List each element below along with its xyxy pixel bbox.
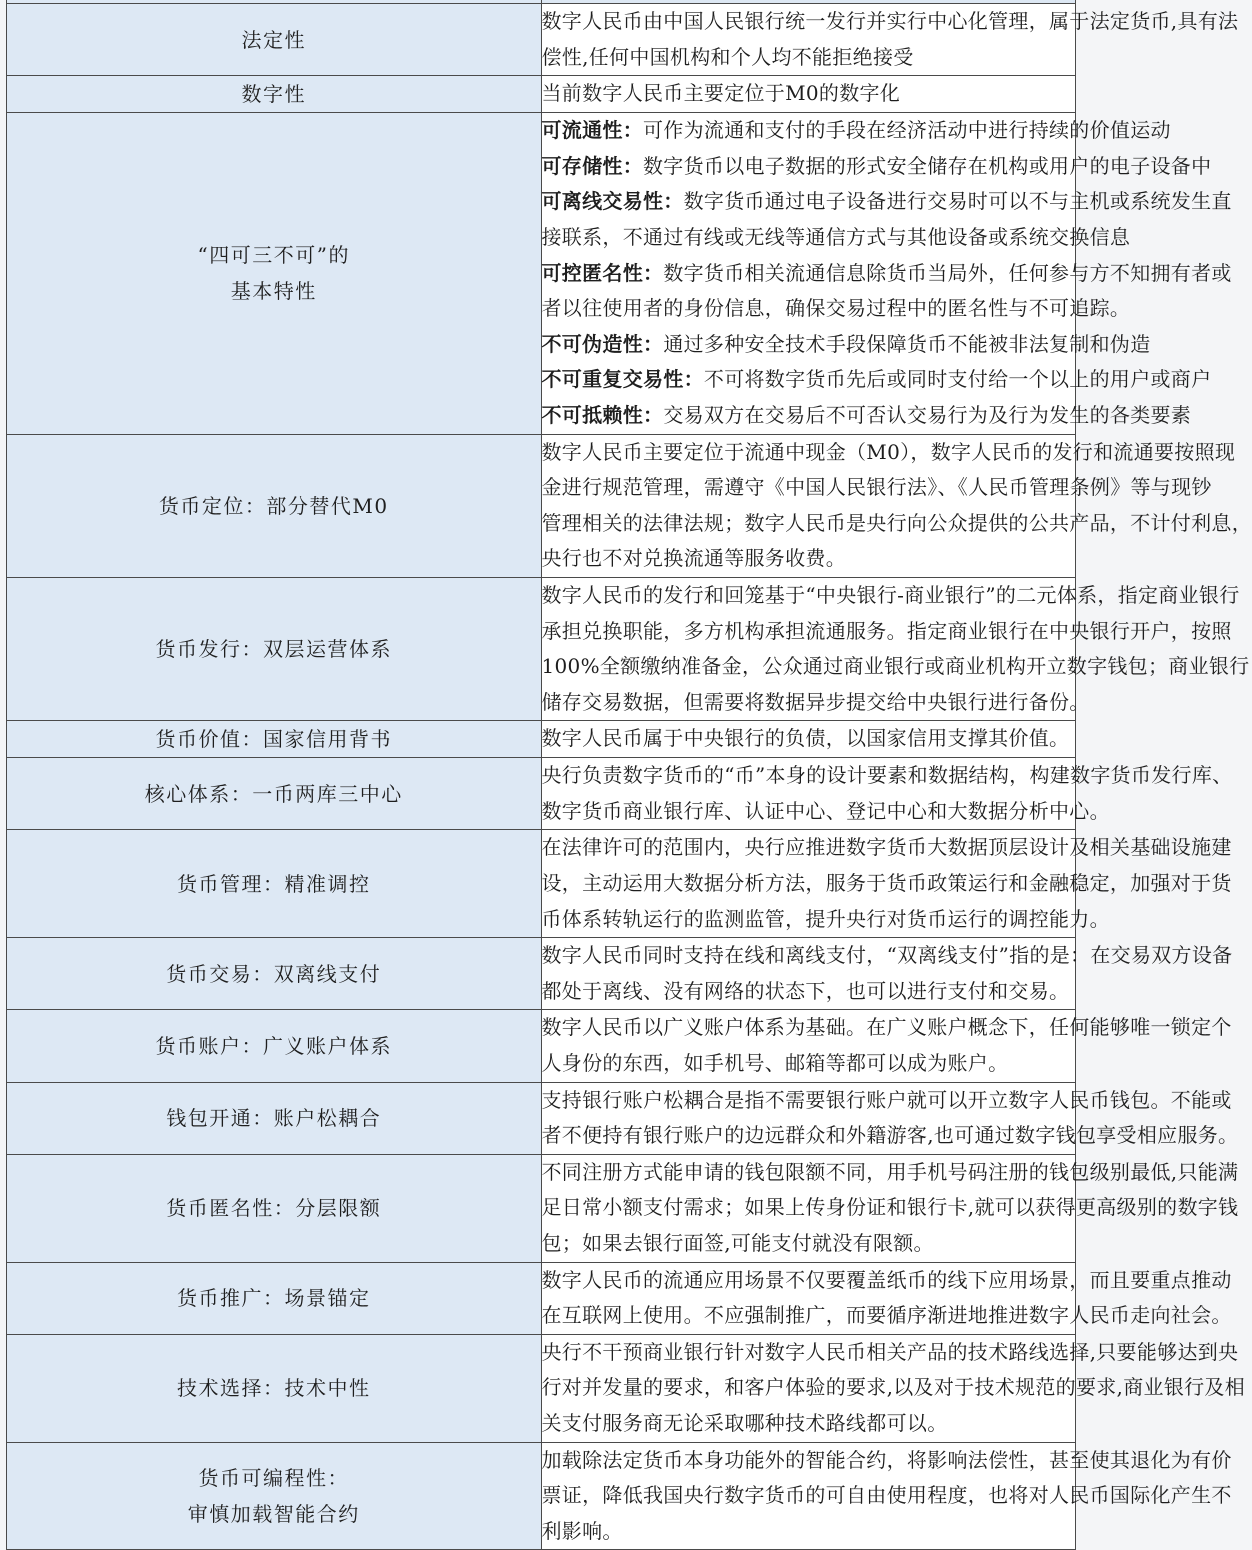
table-row <box>7 721 1076 758</box>
description-line <box>542 76 1076 112</box>
feature-name-cell <box>7 1442 542 1550</box>
description-line <box>542 758 1076 794</box>
description-line <box>542 721 1076 757</box>
description-text: 数字人民币的发行和回笼基于“中央银行-商业银行”的二元体系，指定商业银行 <box>542 583 1240 607</box>
feature-description-cell <box>541 758 1076 830</box>
feature-name-text: 数字性 <box>7 76 541 112</box>
description-text: 央行也不对兑换流通等服务收费。 <box>542 546 847 570</box>
feature-description-cell <box>541 76 1076 113</box>
description-text: 者不便持有银行账户的边远群众和外籍游客,也可通过数字钱包享受相应服务。 <box>542 1123 1239 1147</box>
table-row <box>7 938 1076 1010</box>
feature-name-text: 货币价值：国家信用背书 <box>7 721 541 757</box>
feature-name-cell <box>7 1334 542 1442</box>
feature-description-cell <box>541 1082 1076 1154</box>
bold-term: 可控匿名性： <box>542 261 664 285</box>
bold-term: 不可重复交易性： <box>542 367 704 391</box>
table-row <box>7 76 1076 113</box>
description-text: 可作为流通和支付的手段在经济活动中进行持续的价值运动 <box>643 118 1171 142</box>
description-text: 通过多种安全技术手段保障货币不能被非法复制和伪造 <box>663 332 1150 356</box>
description-text: 承担兑换职能，多方机构承担流通服务。指定商业银行在中央银行开户，按照 <box>542 619 1232 643</box>
description-text: 数字人民币属于中央银行的负债，以国家信用支撑其价值。 <box>542 726 1070 750</box>
feature-description-cell <box>541 938 1076 1010</box>
description-line <box>542 614 1076 650</box>
description-line <box>542 470 1076 506</box>
feature-description-cell <box>541 577 1076 720</box>
description-text: 数字人民币以广义账户体系为基础。在广义账户概念下，任何能够唯一锁定个 <box>542 1015 1232 1039</box>
description-text: 央行负责数字货币的“币”本身的设计要素和数据结构，构建数字货币发行库、 <box>542 763 1233 787</box>
description-text: 足日常小额支付需求；如果上传身份证和银行卡,就可以获得更高级别的数字钱 <box>542 1195 1239 1219</box>
feature-name-text: 货币匿名性：分层限额 <box>7 1190 541 1226</box>
table-row <box>7 434 1076 577</box>
description-line <box>542 1118 1076 1154</box>
description-line <box>542 1478 1076 1514</box>
description-text: 数字货币以电子数据的形式安全储存在机构或用户的电子设备中 <box>643 154 1211 178</box>
table-row <box>7 577 1076 720</box>
description-line <box>542 1046 1076 1082</box>
description-line <box>542 398 1076 434</box>
table-row <box>7 1154 1076 1262</box>
description-line <box>542 541 1076 577</box>
feature-name-cell <box>7 938 542 1010</box>
description-text: 设，主动运用大数据分析方法，服务于货币政策运行和金融稳定，加强对于货 <box>542 871 1232 895</box>
feature-name-text: 货币交易：双离线支付 <box>7 956 541 992</box>
description-text: 加载除法定货币本身功能外的智能合约，将影响法偿性，甚至使其退化为有价 <box>542 1448 1232 1472</box>
description-line <box>542 184 1076 220</box>
feature-name-text: 法定性 <box>7 22 541 58</box>
feature-name-cell <box>7 113 542 434</box>
bold-term: 不可抵赖性： <box>542 403 664 427</box>
feature-name-text: 技术选择：技术中性 <box>7 1370 541 1406</box>
feature-name-cell <box>7 1082 542 1154</box>
description-text: 央行不干预商业银行针对数字人民币相关产品的技术路线选择,只要能够达到央 <box>542 1340 1239 1364</box>
description-text: 交易双方在交易后不可否认交易行为及行为发生的各类要素 <box>663 403 1191 427</box>
description-text: 包；如果去银行面签,可能支付就没有限额。 <box>542 1231 934 1255</box>
description-line <box>542 1298 1076 1334</box>
feature-name-cell <box>7 1154 542 1262</box>
description-text: 都处于离线、没有网络的状态下，也可以进行支付和交易。 <box>542 979 1070 1003</box>
description-text: 人身份的东西，如手机号、邮箱等都可以成为账户。 <box>542 1051 1009 1075</box>
description-text: 接联系，不通过有线或无线等通信方式与其他设备或系统交换信息 <box>542 225 1131 249</box>
description-line <box>542 291 1076 327</box>
description-text: 在法律许可的范围内，央行应推进数字货币大数据顶层设计及相关基础设施建 <box>542 835 1232 859</box>
feature-description-cell <box>541 1442 1076 1550</box>
bold-term: 可流通性： <box>542 118 644 142</box>
description-line <box>542 1514 1076 1550</box>
description-text: 关支付服务商无论采取哪种技术路线都可以。 <box>542 1411 948 1435</box>
description-text: 数字人民币主要定位于流通中现金（M0），数字人民币的发行和流通要按照现 <box>542 440 1236 464</box>
description-text: 当前数字人民币主要定位于M0的数字化 <box>542 81 901 105</box>
description-line <box>542 902 1076 938</box>
description-text: 金进行规范管理，需遵守《中国人民银行法》、《人民币管理条例》等与现钞 <box>542 475 1212 499</box>
description-text: 数字人民币由中国人民银行统一发行并实行中心化管理，属于法定货币,具有法 <box>542 9 1239 33</box>
description-line <box>542 256 1076 292</box>
feature-name-text: 钱包开通：账户松耦合 <box>7 1100 541 1136</box>
feature-name-cell <box>7 4 542 76</box>
feature-name-cell <box>7 1010 542 1082</box>
description-line <box>542 830 1076 866</box>
description-text: 数字货币通过电子设备进行交易时可以不与主机或系统发生直 <box>684 189 1232 213</box>
description-text: 币体系转轨运行的监测监管，提升央行对货币运行的调控能力。 <box>542 907 1110 931</box>
feature-description-cell <box>541 434 1076 577</box>
description-line <box>542 866 1076 902</box>
bold-term: 不可伪造性： <box>542 332 664 356</box>
description-text: 数字货币相关流通信息除货币当局外，任何参与方不知拥有者或 <box>663 261 1231 285</box>
table-row <box>7 1262 1076 1334</box>
description-line <box>542 938 1076 974</box>
feature-name-cell <box>7 830 542 938</box>
description-text: 数字人民币同时支持在线和离线支付，“双离线支付”指的是：在交易双方设备 <box>542 943 1233 967</box>
description-text: 不同注册方式能申请的钱包限额不同，用手机号码注册的钱包级别最低,只能满 <box>542 1160 1239 1184</box>
table-row <box>7 830 1076 938</box>
bold-term: 可离线交易性： <box>542 189 684 213</box>
feature-description-cell <box>541 721 1076 758</box>
description-text: 票证，降低我国央行数字货币的可自由使用程度，也将对人民币国际化产生不 <box>542 1483 1232 1507</box>
feature-name-cell <box>7 1262 542 1334</box>
description-line <box>542 1083 1076 1119</box>
description-line <box>542 1406 1076 1442</box>
table-row <box>7 1082 1076 1154</box>
description-line <box>542 149 1076 185</box>
description-line <box>542 1010 1076 1046</box>
table-row <box>7 113 1076 434</box>
feature-description-cell <box>541 830 1076 938</box>
feature-name-text: 审慎加载智能合约 <box>7 1496 541 1532</box>
description-line <box>542 4 1076 40</box>
description-line <box>542 113 1076 149</box>
feature-name-text: 货币可编程性： <box>7 1460 541 1496</box>
description-line <box>542 1370 1076 1406</box>
description-line <box>542 327 1076 363</box>
description-line <box>542 685 1076 721</box>
description-text: 偿性,任何中国机构和个人均不能拒绝接受 <box>542 45 914 69</box>
description-text: 利影响。 <box>542 1519 623 1543</box>
table-row <box>7 758 1076 830</box>
description-line <box>542 362 1076 398</box>
description-text: 不可将数字货币先后或同时支付给一个以上的用户或商户 <box>704 367 1212 391</box>
description-line <box>542 40 1076 76</box>
table-row <box>7 1442 1076 1550</box>
description-line <box>542 506 1076 542</box>
description-line <box>542 1226 1076 1262</box>
feature-name-text: 货币推广：场景锚定 <box>7 1280 541 1316</box>
table-row <box>7 1010 1076 1082</box>
description-text: 管理相关的法律法规；数字人民币是央行向公众提供的公共产品，不计付利息， <box>542 511 1252 535</box>
feature-name-cell <box>7 758 542 830</box>
description-text: 行对并发量的要求，和客户体验的要求,以及对于技术规范的要求,商业银行及相 <box>542 1375 1246 1399</box>
feature-name-cell <box>7 434 542 577</box>
description-line <box>542 649 1076 685</box>
description-text: 数字货币商业银行库、认证中心、登记中心和大数据分析中心。 <box>542 799 1110 823</box>
table-row <box>7 4 1076 76</box>
description-line <box>542 435 1076 471</box>
feature-description-cell <box>541 1154 1076 1262</box>
feature-name-cell <box>7 577 542 720</box>
description-line <box>542 220 1076 256</box>
feature-description-cell <box>541 4 1076 76</box>
feature-description-cell <box>541 113 1076 434</box>
description-line <box>542 794 1076 830</box>
feature-name-text: 货币管理：精准调控 <box>7 866 541 902</box>
feature-description-cell <box>541 1262 1076 1334</box>
description-text: 者以往使用者的身份信息，确保交易过程中的匿名性与不可追踪。 <box>542 296 1131 320</box>
description-text: 100%全额缴纳准备金，公众通过商业银行或商业机构开立数字钱包；商业银行 <box>542 654 1250 678</box>
feature-name-text: 核心体系：一币两库三中心 <box>7 776 541 812</box>
digital-rmb-feature-table <box>6 0 1076 1550</box>
description-text: 数字人民币的流通应用场景不仅要覆盖纸币的线下应用场景，而且要重点推动 <box>542 1268 1232 1292</box>
description-line <box>542 1443 1076 1479</box>
feature-name-text: 货币账户：广义账户体系 <box>7 1028 541 1064</box>
feature-name-text: 基本特性 <box>7 273 541 309</box>
description-text: 在互联网上使用。不应强制推广，而要循序渐进地推进数字人民币走向社会。 <box>542 1303 1232 1327</box>
feature-name-cell <box>7 76 542 113</box>
description-text: 储存交易数据，但需要将数据异步提交给中央银行进行备份。 <box>542 690 1090 714</box>
description-text: 支持银行账户松耦合是指不需要银行账户就可以开立数字人民币钱包。不能或 <box>542 1088 1232 1112</box>
table-body <box>7 0 1076 1550</box>
description-line <box>542 1190 1076 1226</box>
description-line <box>542 578 1076 614</box>
feature-description-cell <box>541 1334 1076 1442</box>
feature-description-cell <box>541 1010 1076 1082</box>
feature-name-cell <box>7 721 542 758</box>
description-line <box>542 1155 1076 1191</box>
bold-term: 可存储性： <box>542 154 644 178</box>
description-line <box>542 1263 1076 1299</box>
feature-name-text: 货币发行：双层运营体系 <box>7 631 541 667</box>
feature-name-text: “四可三不可”的 <box>7 237 541 273</box>
description-line <box>542 974 1076 1010</box>
description-line <box>542 1335 1076 1371</box>
table-row <box>7 1334 1076 1442</box>
feature-name-text: 货币定位：部分替代M0 <box>7 488 541 524</box>
